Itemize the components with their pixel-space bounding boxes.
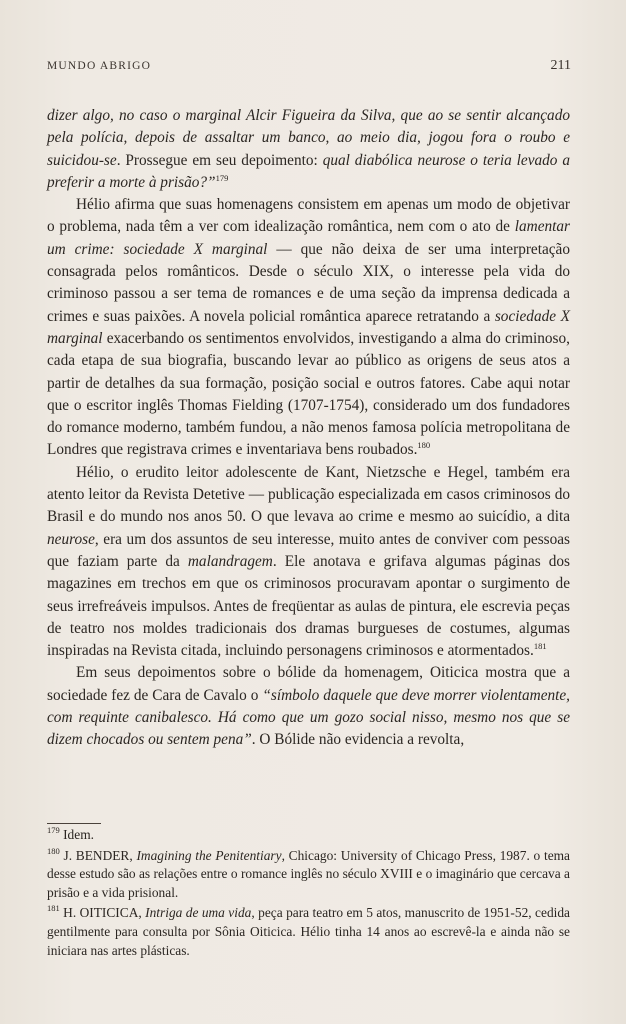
text-span: Hélio afirma que suas homenagens consistem em apenas um modo de objetivar o problema, nada têm a ver com idealização romântica, nem com o ato de <box>47 196 570 236</box>
footnote-181 <box>47 904 570 960</box>
footnote-text: J. BENDER, <box>59 847 137 863</box>
footnote-number: 179 <box>47 825 60 835</box>
quote-italic: malandragem <box>187 552 273 570</box>
footnote-text: , peça para teatro em 5 atos, manuscrito de 1951-52, cedida gentilmente para consulta por Sônia Oiticica. Hélio tinha 14 anos ao escrevê-la e ainda não se iniciara nas artes plásticas. <box>47 905 570 958</box>
quote-italic: “símbolo daquele que deve morrer violentamente, com requinte canibalesco. Há como que um gozo social nisso, mesmo nos que se dizem chocados ou sentem pena” <box>47 686 571 749</box>
text-span: . Ele anotava e grifava algumas páginas dos magazines em trechos em que os criminosos procuravam apontar o surgimento de seus irrefreáveis impulsos. Antes de freqüentar as aulas de pintura, ele escrevia peças de teatro nos moldes tradicionais dos dramas burgueses de costumes, algumas inspiradas na Revista citada, incluindo personagens criminosos e atormentados. <box>47 552 570 660</box>
paragraph-2 <box>47 194 570 462</box>
text-span: . O Bólide não evidencia a revolta, <box>251 731 465 749</box>
footnote-title-italic: Imagining the Penitentiary <box>136 847 282 863</box>
quote-italic: neurose <box>47 530 95 548</box>
footnote-title-italic: Intriga de uma vida <box>145 905 252 921</box>
paragraph-1 <box>47 105 570 194</box>
footnotes <box>47 826 570 962</box>
text-span: , era um dos assuntos de seu interesse, muito antes de conviver com pessoas que faziam parte da <box>47 530 570 570</box>
text-span: Em seus depoimentos sobre o bólide da homenagem, Oiticica mostra que a sociedade fez de Cara de Cavalo o <box>47 664 570 704</box>
text-span: exacerbando os sentimentos envolvidos, investigando a alma do criminoso, cada etapa de sua biografia, buscando levar ao público as origens de seus atos a partir de detalhes da sua formação, posição social e outros fatores. Cabe aqui notar que o escritor inglês Thomas Fielding (1707-1754), considerado um dos fundadores do romance moderno, também fundou, a não menos famosa polícia metropolitana de Londres que registrava crimes e inventariava bens roubados. <box>47 329 570 459</box>
quote-italic: qual diabólica neurose o teria levado a preferir a morte à prisão?” <box>47 151 570 191</box>
footnote-text: H. OITICICA, <box>59 905 146 921</box>
running-head <box>47 58 571 78</box>
footnote-ref-181: 181 <box>533 641 547 652</box>
paragraph-4 <box>47 662 570 751</box>
page-number: 211 <box>550 58 571 73</box>
text-span: Hélio, o erudito leitor adolescente de Kant, Nietzsche e Hegel, também era atento leitor da Revista Detetive — publicação especializada em casos criminosos do Brasil e do mundo nos anos 50. O que levava ao crime e mesmo ao suicídio, a dita <box>47 463 570 526</box>
body-text <box>47 105 570 752</box>
footnote-text: Idem. <box>59 827 94 842</box>
footnote-180 <box>47 847 570 903</box>
paragraph-3 <box>47 462 570 663</box>
quote-italic: sociedade X marginal <box>47 307 570 347</box>
footnote-text: , Chicago: University of Chicago Press, 1987. o tema desse estudo são as relações entre o romance inglês no século XVIII e o imaginário que cercava a prisão e a vida prisional. <box>47 847 570 900</box>
quote-italic: dizer algo, no caso o marginal Alcir Figueira da Silva, que ao se sentir alcançado pela polícia, depois de assaltar um banco, ao meio dia, jogou fora o roubo e suicidou-se <box>47 107 570 169</box>
footnote-number: 181 <box>47 903 60 914</box>
quote-italic: lamentar um crime: sociedade X marginal <box>47 218 570 258</box>
footnote-ref-180: 180 <box>417 440 431 451</box>
text-span: . Prossegue em seu depoimento: <box>116 151 323 169</box>
text-span: — que não deixa de ser uma interpretação consagrada pelos românticos. Desde o século XIX, o interesse pela vida do criminoso passou a ser tema de romances e de uma seção da imprensa dedicada a crimes e suas paixões. A novela policial romântica aparece retratando a <box>47 240 570 325</box>
footnote-ref-179: 179 <box>215 172 229 183</box>
running-head-title: MUNDO ABRIGO <box>47 60 152 72</box>
footnote-separator <box>47 823 101 824</box>
footnote-179 <box>47 826 570 845</box>
footnote-number: 180 <box>47 845 60 856</box>
